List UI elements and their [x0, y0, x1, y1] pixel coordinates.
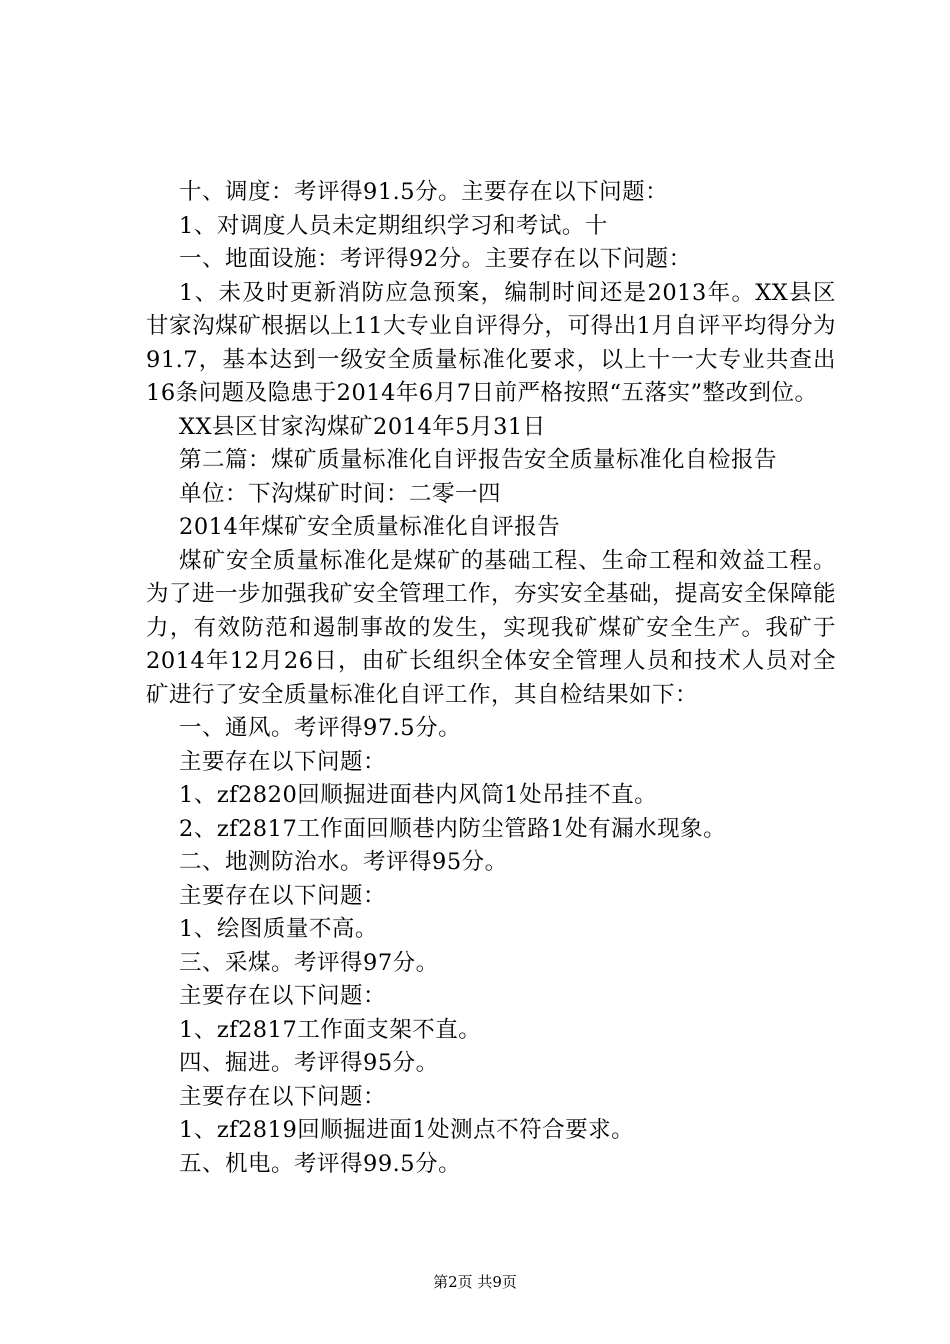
- paragraph: 1、zf2820回顺掘进面巷内风筒1处吊挂不直。: [179, 782, 658, 808]
- paragraph: 五、机电。考评得99.5分。: [179, 1150, 462, 1177]
- page-footer: 第2页 共9页: [433, 1273, 517, 1291]
- paragraph: 主要存在以下问题：: [179, 748, 387, 775]
- paragraph: 主要存在以下问题：: [179, 983, 387, 1009]
- paragraph: 1、zf2819回顺掘进面1处测点不符合要求。: [179, 1117, 635, 1143]
- paragraph: 2、zf2817工作面回顺巷内防尘管路1处有漏水现象。: [179, 815, 727, 842]
- paragraph: 单位：下沟煤矿时间：二零一四: [179, 480, 502, 507]
- paragraph: 1、zf2817工作面支架不直。: [179, 1016, 482, 1043]
- paragraph: 二、地测防治水。考评得95分。: [179, 849, 508, 875]
- paragraph: 十、调度：考评得91.5分。主要存在以下问题：: [179, 179, 669, 205]
- section-heading: 第二篇：煤矿质量标准化自评报告安全质量标准化自检报告: [179, 447, 778, 473]
- paragraph: XX县区甘家沟煤矿2014年5月31日: [179, 413, 546, 440]
- paragraph: 三、采煤。考评得97分。: [179, 949, 439, 976]
- paragraph: 主要存在以下问题：: [179, 882, 387, 909]
- paragraph: 1、对调度人员未定期组织学习和考试。十: [179, 212, 608, 239]
- paragraph: 1、未及时更新消防应急预案，编制时间还是2013年。XX县区甘家沟煤矿根据以上11大专业自评得分，可得出1月自评平均得分为91.7，基本达到一级安全质量标准化要求，以上十一大专业共查出16条问题及隐患于2014年6月7日前严格按照“五落实”整改到位。: [146, 279, 836, 406]
- paragraph: 1、绘图质量不高。: [179, 916, 378, 942]
- paragraph: 四、掘进。考评得95分。: [179, 1050, 439, 1076]
- document-body: [146, 176, 836, 1181]
- paragraph: 一、地面设施：考评得92分。主要存在以下问题：: [179, 246, 692, 272]
- paragraph: 一、通风。考评得97.5分。: [179, 715, 462, 741]
- paragraph: 煤矿安全质量标准化是煤矿的基础工程、生命工程和效益工程。为了进一步加强我矿安全管理工作，夯实安全基础，提高安全保障能力，有效防范和遏制事故的发生，实现我矿煤矿安全生产。我矿于2014年12月26日，由矿长组织全体安全管理人员和技术人员对全矿进行了安全质量标准化自评工作，其自检结果如下：: [146, 547, 837, 708]
- report-title: 2014年煤矿安全质量标准化自评报告: [179, 514, 561, 540]
- paragraph: 主要存在以下问题：: [179, 1083, 387, 1110]
